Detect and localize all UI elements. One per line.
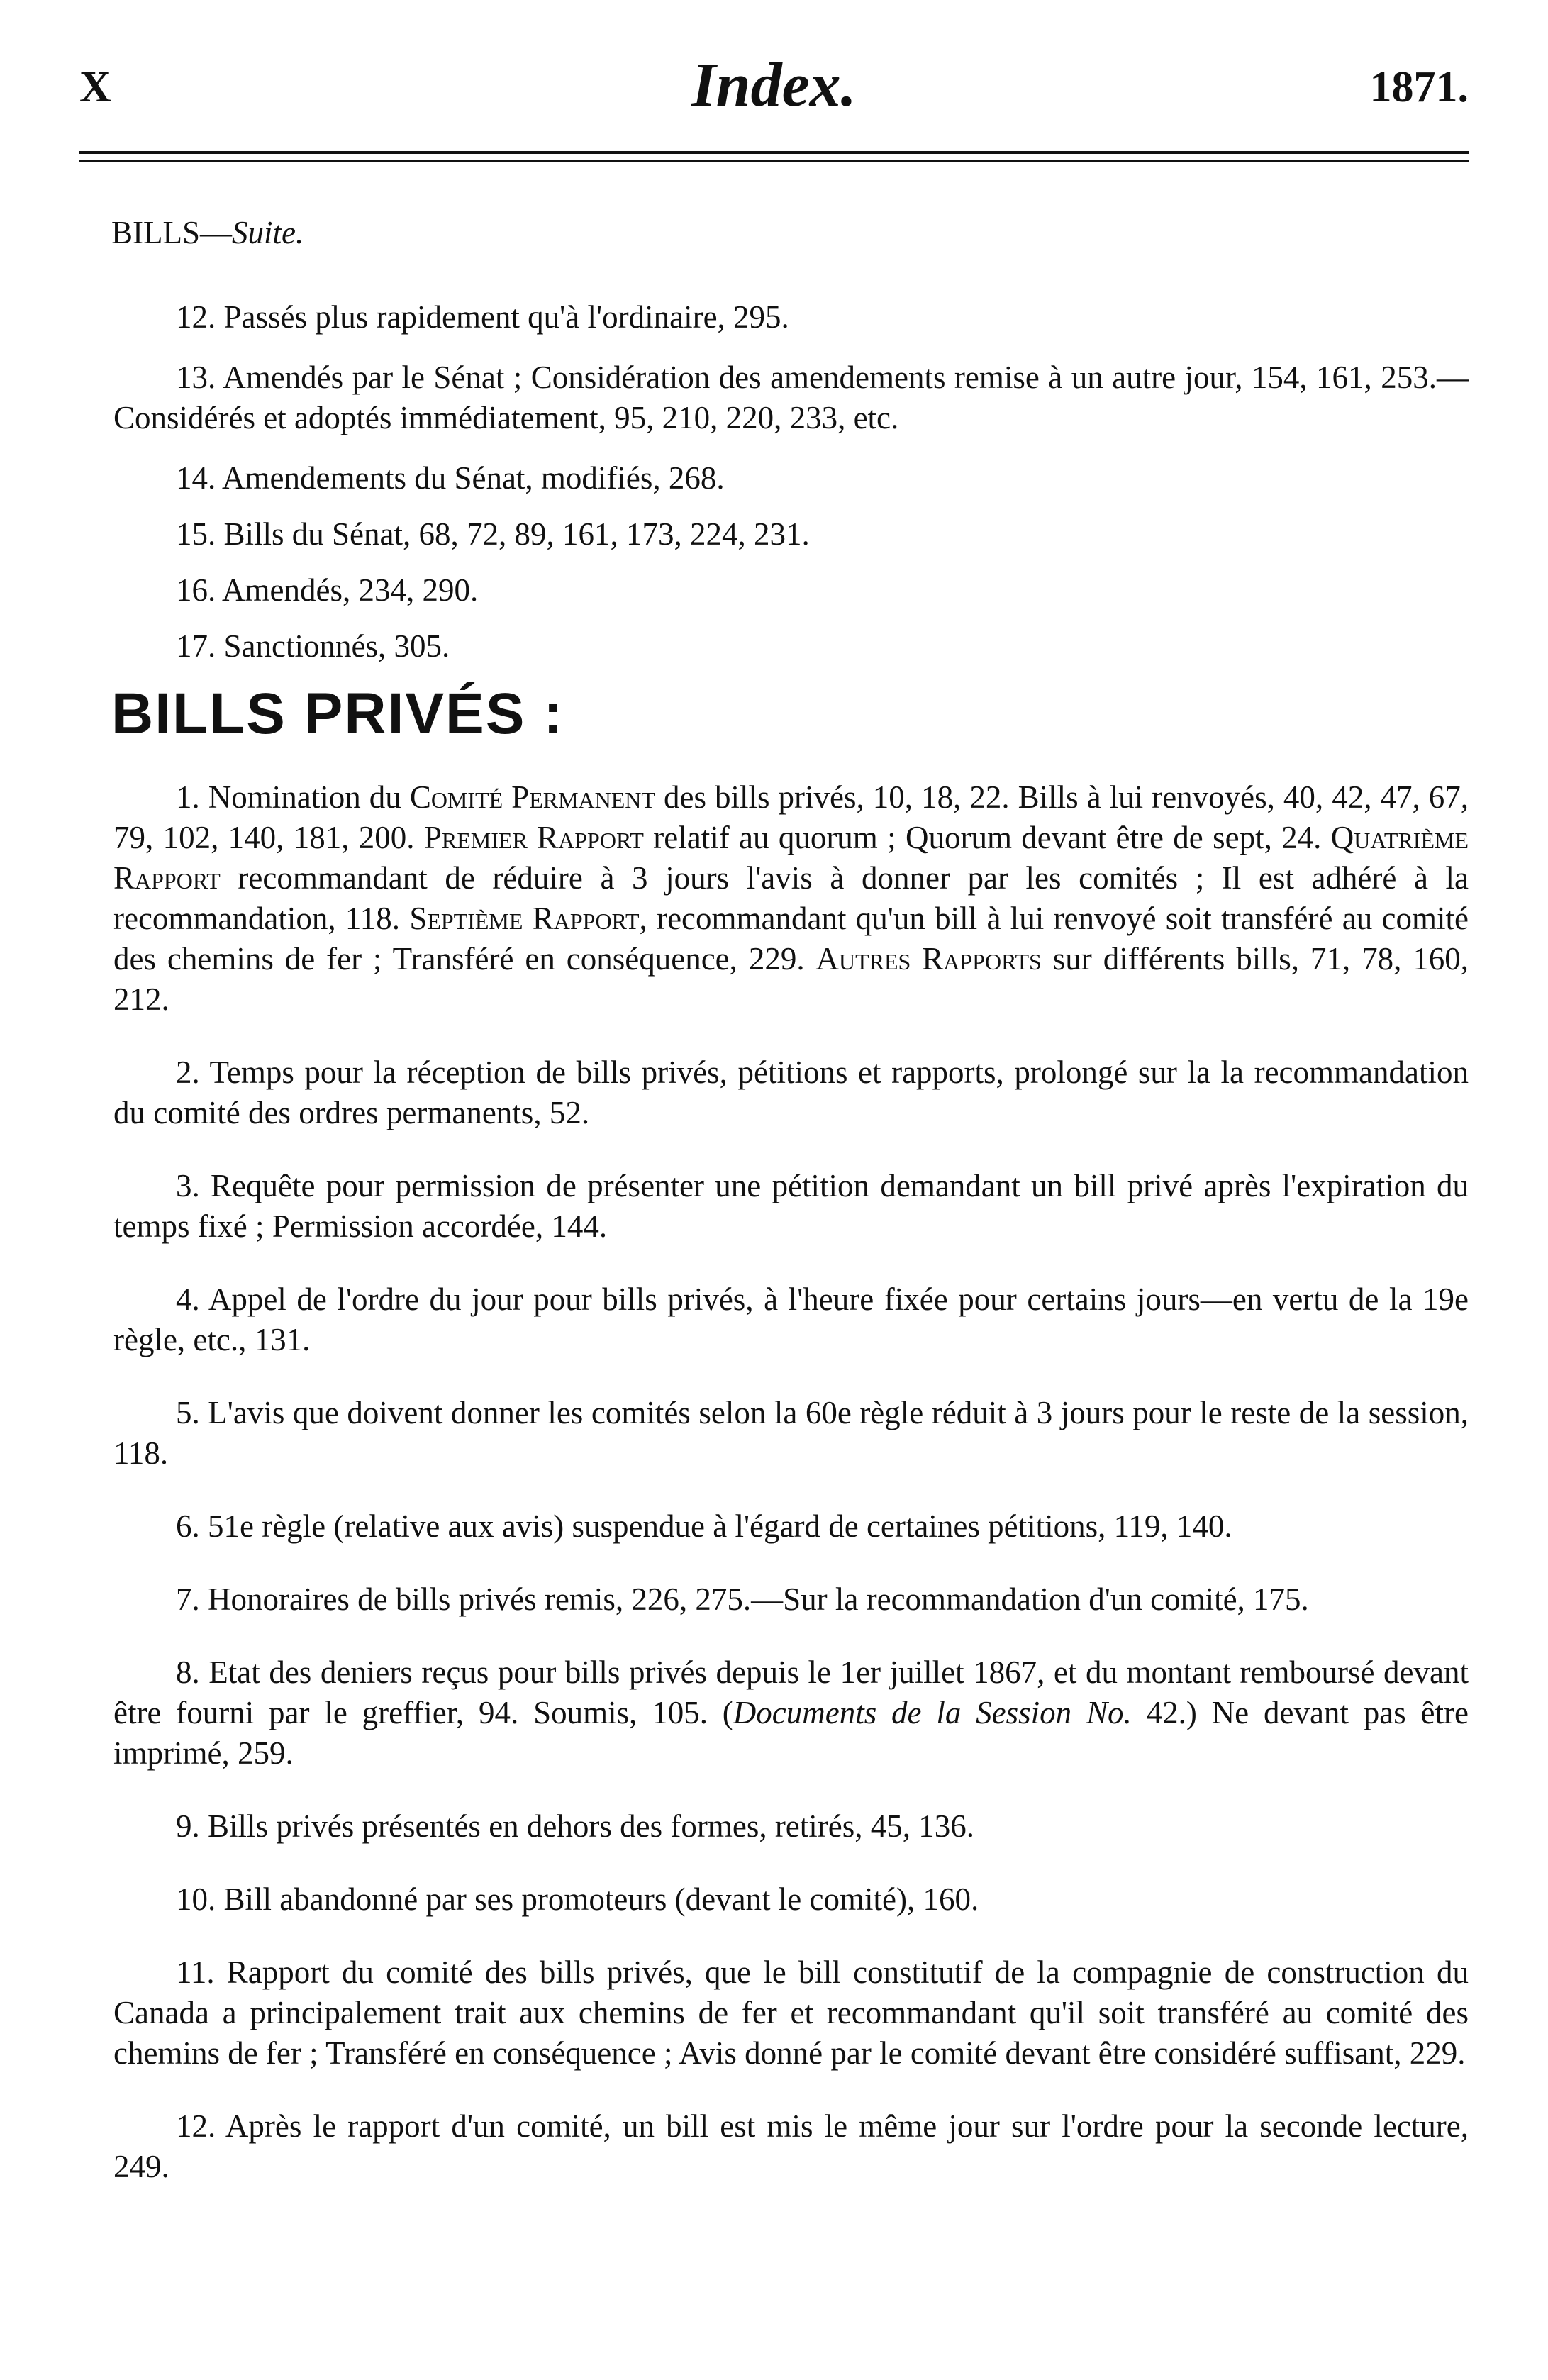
- private-entry-9: 9. Bills privés présentés en dehors des formes, retirés, 45, 136.: [176, 1808, 975, 1844]
- private-entry-6: 6. 51e règle (relative aux avis) suspendue à l'égard de certaines pétitions, 119, 140.: [176, 1508, 1232, 1544]
- bills-entry-12: 12. Passés plus rapidement qu'à l'ordinaire, 295.: [176, 299, 789, 335]
- bills-entry-15: 15. Bills du Sénat, 68, 72, 89, 161, 173, 224, 231.: [176, 516, 810, 552]
- private-1-smallcaps-3: Quatrième Rapport: [113, 820, 1469, 896]
- bills-entry-17: 17. Sanctionnés, 305.: [176, 628, 450, 664]
- private-1-smallcaps-2: Premier Rapport: [423, 820, 644, 855]
- private-1-text-3: relatif au quorum ; Quorum devant être de sept, 24.: [643, 820, 1331, 855]
- header-rule-thin: [79, 160, 1469, 162]
- private-8-text-2: 42.) Ne devant pas être imprimé, 259.: [113, 1695, 1469, 1771]
- index-content: [113, 213, 1469, 2207]
- page-title: Index.: [691, 51, 857, 120]
- section-label-suffix: Suite.: [232, 215, 304, 250]
- section-continuation-label: [111, 213, 1469, 253]
- private-entry-5: 5. L'avis que doivent donner les comités selon la 60e règle réduit à 3 jours pour le reste de la session, 118.: [113, 1395, 1469, 1471]
- private-1-text-4: recommandant de réduire à 3 jours l'avis à donner par les comités ; Il est adhéré à la recommandation, 118.: [113, 860, 1469, 936]
- private-1-text-6: sur différents bills, 71, 78, 160, 212.: [113, 941, 1469, 1017]
- private-entry-1: [113, 777, 1469, 1020]
- private-1-text-2: des bills privés, 10, 18, 22. Bills à lui renvoyés, 40, 42, 47, 67, 79, 102, 140, 181, 200.: [113, 779, 1469, 855]
- private-1-text-5: , recommandant qu'un bill à lui renvoyé soit transféré au comité des chemins de fer ; Transféré en conséquence, 229.: [113, 901, 1469, 977]
- private-entry-11: 11. Rapport du comité des bills privés, que le bill constitutif de la compagnie de construction du Canada a principalement trait aux chemins de fer et recommandant qu'il soit transféré au comité des chemins de fer ; Transféré en conséquence ; Avis donné par le comité devant être considéré suffisant, 229.: [113, 1954, 1469, 2071]
- private-entry-8: [113, 1652, 1469, 1774]
- private-entry-4: 4. Appel de l'ordre du jour pour bills privés, à l'heure fixée pour certains jours—en vertu de la 19e règle, etc., 131.: [113, 1281, 1469, 1357]
- bills-entry-16: 16. Amendés, 234, 290.: [176, 572, 479, 608]
- private-entry-2: 2. Temps pour la réception de bills privés, pétitions et rapports, prolongé sur la la recommandation du comité des ordres permanents, 52.: [113, 1055, 1469, 1130]
- private-1-text-1: 1. Nomination du: [176, 779, 410, 815]
- section-label-text: BILLS—: [111, 215, 233, 250]
- private-1-smallcaps-5: Autres Rapports: [815, 941, 1042, 977]
- private-8-italic: Documents de la Session No.: [733, 1695, 1132, 1730]
- private-entry-7: 7. Honoraires de bills privés remis, 226, 275.—Sur la recommandation d'un comité, 175.: [176, 1581, 1309, 1617]
- private-1-smallcaps-1: Comité Permanent: [409, 779, 655, 815]
- private-entry-12: 12. Après le rapport d'un comité, un bill est mis le même jour sur l'ordre pour la seconde lecture, 249.: [113, 2108, 1469, 2184]
- private-8-text-1: 8. Etat des deniers reçus pour bills privés depuis le 1er juillet 1867, et du montant remboursé devant être fourni par le greffier, 94. Soumis, 105. (: [113, 1655, 1469, 1730]
- private-entry-3: 3. Requête pour permission de présenter une pétition demandant un bill privé après l'expiration du temps fixé ; Permission accordée, 144.: [113, 1168, 1469, 1244]
- bills-entry-13: 13. Amendés par le Sénat ; Considération des amendements remise à un autre jour, 154, 161, 253.—Considérés et adoptés immédiatement, 95, 210, 220, 233, etc.: [113, 360, 1469, 435]
- section-heading-bills-prives: BILLS PRIVÉS :: [111, 682, 564, 746]
- page-year: 1871.: [1369, 63, 1469, 111]
- page-header: [79, 28, 1469, 135]
- private-entry-10: 10. Bill abandonné par ses promoteurs (devant le comité), 160.: [176, 1881, 979, 1917]
- page-number-roman: X: [79, 63, 111, 111]
- bills-entry-14: 14. Amendements du Sénat, modifiés, 268.: [176, 460, 725, 496]
- header-rule-thick: [79, 151, 1469, 154]
- private-1-smallcaps-4: Septième Rapport: [409, 901, 640, 936]
